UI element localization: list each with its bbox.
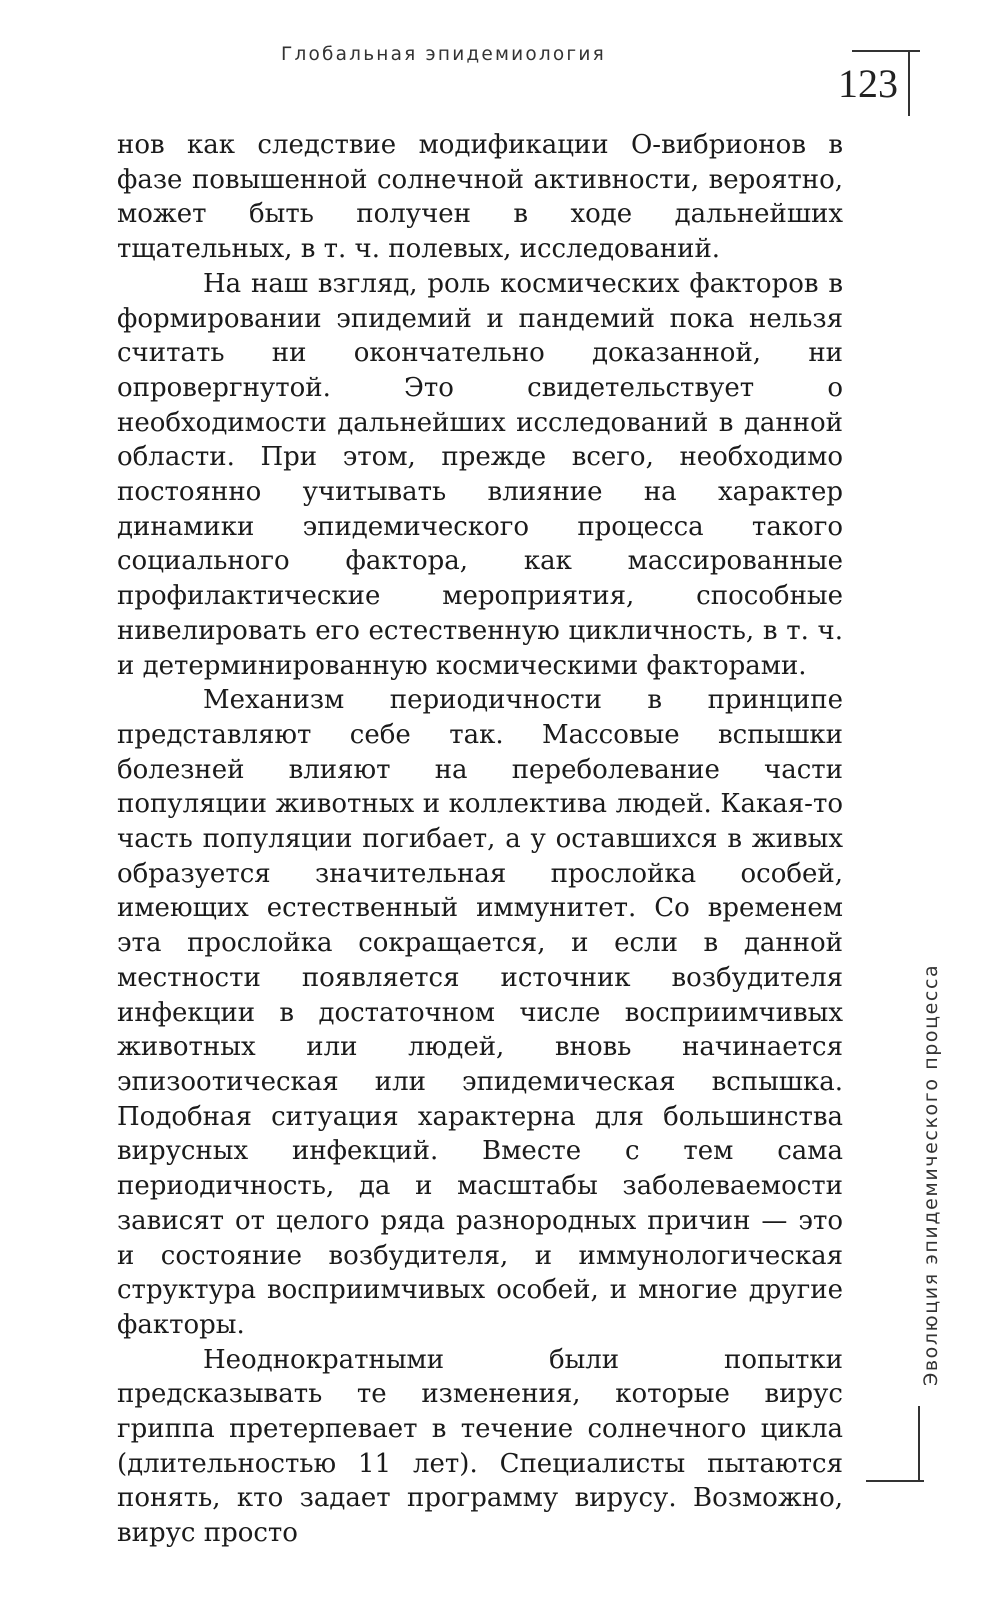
running-head-title: Глобальная эпидемиология [281, 44, 606, 65]
corner-rule-bottom-vertical [918, 1406, 920, 1480]
corner-rule-top-vertical [908, 50, 910, 116]
page-number: 123 [838, 61, 898, 106]
paragraph-3: Механизм периодичности в принципе представляют себе так. Массовые вспышки болезней влияют на переболевание части популяции животных и коллектива людей. Какая-то часть популяции погибает, а у оставшихся в живых образуется значительная прослойка особей, имеющих естественный иммунитет. Со временем эта прослойка сокращается, и если в данной местности появляется источник возбудителя инфекции в достаточном числе восприимчивых животных или людей, вновь начинается эпизоотическая или эпидемическая вспышка. Подобная ситуация характерна для большинства вирусных инфекций. Вместе с тем сама периодичность, да и масштабы заболеваемости зависят от целого ряда разнородных причин — это и состояние возбудителя, и иммунологическая структура восприимчивых особей, и многие другие факторы. [117, 685, 843, 1340]
body-text [117, 128, 843, 1551]
paragraph-2: На наш взгляд, роль космических факторов в формировании эпидемий и пандемий пока нельзя считать ни окончательно доказанной, ни опровергнутой. Это свидетельствует о необходимости дальнейших исследований в данной области. При этом, прежде всего, необходимо постоянно учитывать влияние на характер динамики эпидемического процесса такого социального фактора, как массированные профилактические мероприятия, способные нивелировать его естественную цикличность, в т. ч. и детерминированную космическими факторами. [117, 268, 843, 681]
corner-rule-bottom [866, 1480, 924, 1482]
side-chapter-title: Эволюция эпидемического процесса [920, 963, 942, 1386]
paragraph-4: Неоднократными были попытки предсказывать те изменения, которые вирус гриппа претерпевает в течение солнечного цикла (длительностью 11 лет). Специалисты пытаются понять, кто задает программу вирусу. Возможно, вирус просто [117, 1344, 843, 1549]
paragraph-1: нов как следствие модификации О-вибрионов в фазе повышенной солнечной активности, вероятно, может быть получен в ходе дальнейших тщательных, в т. ч. полевых, исследований. [117, 130, 843, 265]
